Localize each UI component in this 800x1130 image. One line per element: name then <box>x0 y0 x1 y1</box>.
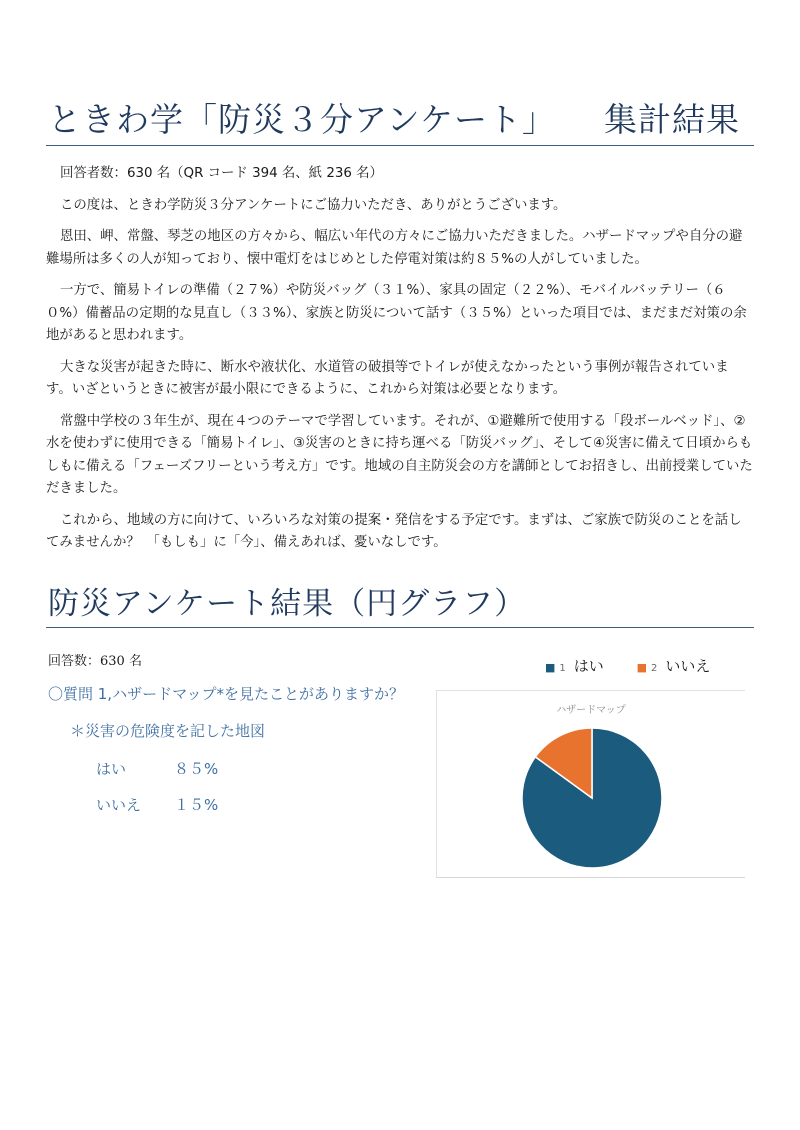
chart-legend <box>545 655 738 676</box>
paragraph: 常盤中学校の３年生が、現在４つのテーマで学習しています。それが、①避難所で使用する「段ボールベッド」、②水を使わずに使用できる「簡易トイレ」、③災害のときに持ち運べる「防災バッグ」、そして④災害に備えて日頃からもしもに備える「フェーズフリーという考え方」です。地域の自主防災会の方を講師としてお招きし、出前授業していただきました。 <box>46 413 753 496</box>
page-title-suffix: 集計結果 <box>604 100 741 139</box>
legend-label: いいえ <box>665 657 711 675</box>
legend-item-no <box>637 655 711 676</box>
title-divider <box>46 145 754 146</box>
answer-row-yes <box>96 758 218 779</box>
paragraph: この度は、ときわ学防災３分アンケートにご協力いただき、ありがとうございます。 <box>60 197 567 213</box>
answer-label: いいえ <box>96 796 142 814</box>
results-heading: 防災アンケート結果（円グラフ） <box>48 586 527 622</box>
paragraph: これから、地域の方に向けて、いろいろな対策の提案・発信をする予定です。まずは、ご家族で防災のことを話してみませんか？ 「もしも」に「今」、備えあれば、憂いなしです。 <box>46 512 742 550</box>
legend-swatch: ■ <box>636 661 647 674</box>
paragraph: 恩田、岬、常盤、琴芝の地区の方々から、幅広い年代の方々にご協力いただきました。ハザードマップや自分の避難場所は多くの人が知っており、懐中電灯をはじめとした停電対策は約８５%の人がしていました。 <box>46 229 743 267</box>
answer-value: １５% <box>174 796 219 814</box>
answer-value: ８５% <box>174 760 219 778</box>
summary-section <box>46 163 754 564</box>
chart-title: ハザードマップ <box>556 705 626 716</box>
answer-count: 回答数：630 名 <box>48 654 142 669</box>
legend-label: はい <box>573 657 604 675</box>
pie-chart-frame <box>436 690 745 878</box>
paragraph: 大きな災害が起きた時に、断水や液状化、水道管の破損等でトイレが使えなかったという事例が報告されています。いざというときに被害が最小限にできるように、これから対策は必要となります。 <box>46 359 729 397</box>
answer-label: はい <box>96 760 127 778</box>
results-divider <box>46 627 754 628</box>
legend-item-yes <box>545 655 604 676</box>
pie-chart <box>517 723 667 873</box>
legend-swatch: ■ <box>545 661 556 674</box>
legend-number: 1 <box>559 663 566 674</box>
paragraph: 一方で、簡易トイレの準備（２７%）や防災バッグ（３１%）、家具の固定（２２%）、モバイルバッテリー（６０%）備蓄品の定期的な見直し（３３%）、家族と防災について話す（３５%）といった項目では、まだまだ対策の余地があると思われます。 <box>46 283 747 343</box>
page-title <box>48 94 754 141</box>
question-1-note: ＊災害の危険度を記した地図 <box>70 722 266 740</box>
respondent-count: 回答者数：630 名（QR コード 394 名、紙 236 名） <box>60 166 383 181</box>
question-1: 〇質問 1,ハザードマップ*を見たことがありますか？ <box>48 685 404 703</box>
page-title-main: ときわ学「防災３分アンケート」 <box>48 100 557 139</box>
answer-row-no <box>96 794 218 815</box>
legend-number: 2 <box>650 663 658 674</box>
